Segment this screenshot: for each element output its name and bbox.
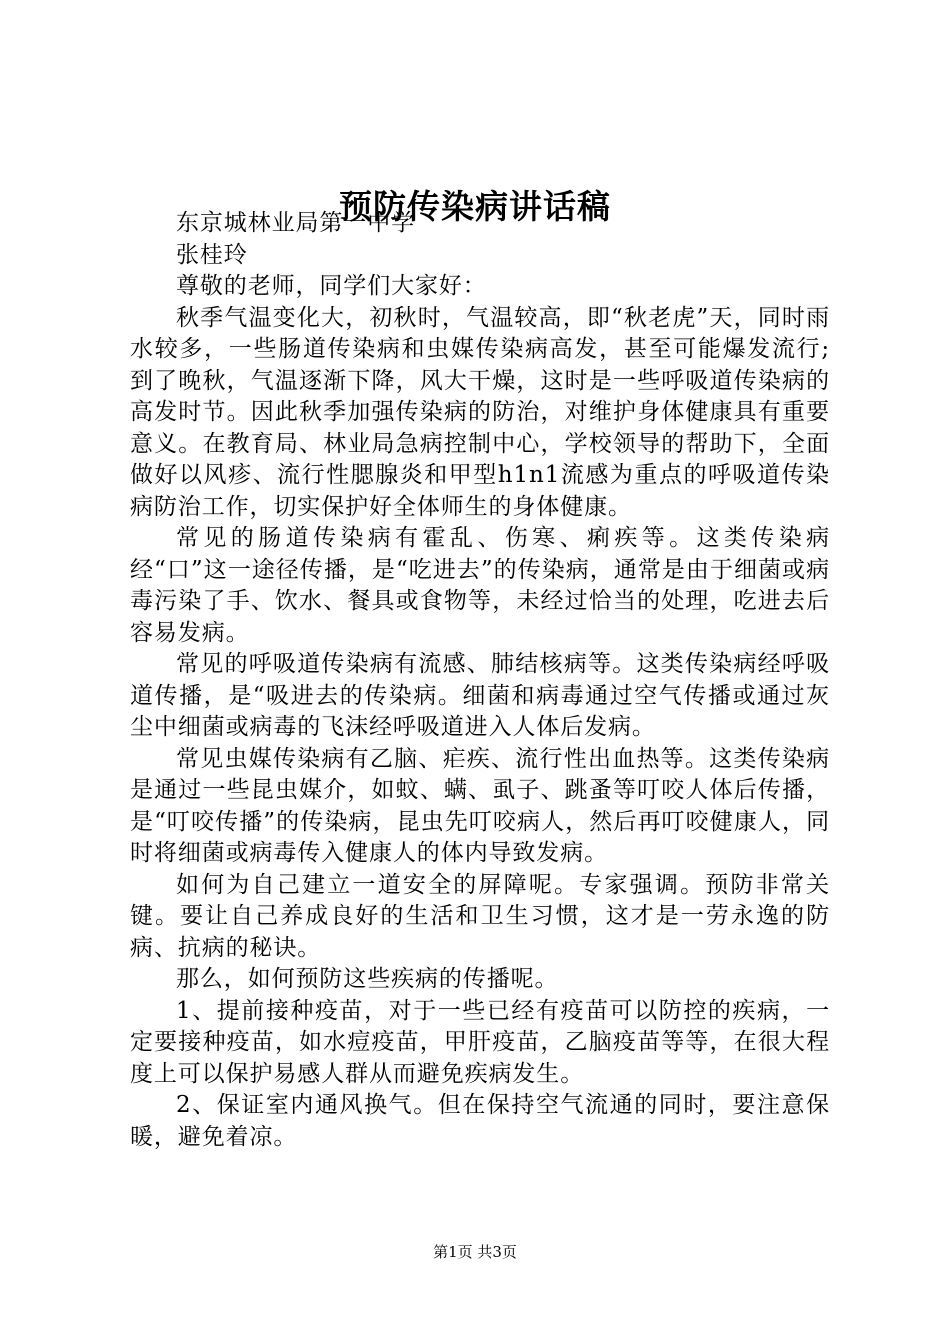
document-title: 预防传染病讲话稿 — [339, 187, 611, 226]
paragraph: 如何为自己建立一道安全的屏障呢。专家强调。预防非常关键。要让自己养成良好的生活和卫生习惯，这才是一劳永逸的防病、抗病的秘诀。 — [130, 871, 830, 961]
list-item: 1、提前接种疫苗，对于一些已经有疫苗可以防控的疾病，一定要接种疫苗，如水痘疫苗，甲肝疫苗，乙脑疫苗等等，在很大程度上可以保护易感人群从而避免疾病发生。 — [130, 997, 830, 1087]
author-name: 张桂玲 — [176, 241, 248, 268]
paragraph: 那么，如何预防这些疾病的传播呢。 — [176, 966, 559, 992]
list-item: 2、保证室内通风换气。但在保持空气流通的同时，要注意保暖，避免着凉。 — [130, 1092, 830, 1150]
paragraph: 常见的肠道传染病有霍乱、伤寒、痢疾等。这类传染病经“口”这一途径传播，是“吃进去”的传染病，通常是由于细菌或病毒污染了手、饮水、餐具或食物等，未经过恰当的处理，吃进去后容易发病。 — [130, 525, 830, 646]
paragraph: 常见的呼吸道传染病有流感、肺结核病等。这类传染病经呼吸道传播，是“吸进去的传染病。细菌和病毒通过空气传播或通过灰尘中细菌或病毒的飞沫经呼吸道进入人体后发病。 — [130, 651, 830, 740]
page-footer: 第1页 共3页 — [433, 1243, 517, 1261]
paragraph: 常见虫媒传染病有乙脑、疟疾、流行性出血热等。这类传染病是通过一些昆虫媒介，如蚊、螨、虱子、跳蚤等叮咬人体后传播，是“叮咬传播”的传染病，昆虫先叮咬病人，然后再叮咬健康人，同时将细菌或病毒传入健康人的体内导致发病。 — [130, 745, 830, 866]
document-body — [130, 208, 830, 1153]
paragraph: 秋季气温变化大，初秋时，气温较高，即“秋老虎”天，同时雨水较多，一些肠道传染病和虫媒传染病高发，甚至可能爆发流行;到了晚秋，气温逐渐下降，风大干燥，这时是一些呼吸道传染病的高发时节。因此秋季加强传染病的防治，对维护身体健康具有重要意义。在教育局、林业局急病控制中心，学校领导的帮助下，全面做好以风疹、流行性腮腺炎和甲型h1n1流感为重点的呼吸道传染病防治工作，切实保护好全体师生的身体健康。 — [130, 304, 830, 520]
school-name: 东京城林业局第一中学 — [176, 210, 415, 236]
salutation: 尊敬的老师，同学们大家好： — [176, 273, 487, 299]
